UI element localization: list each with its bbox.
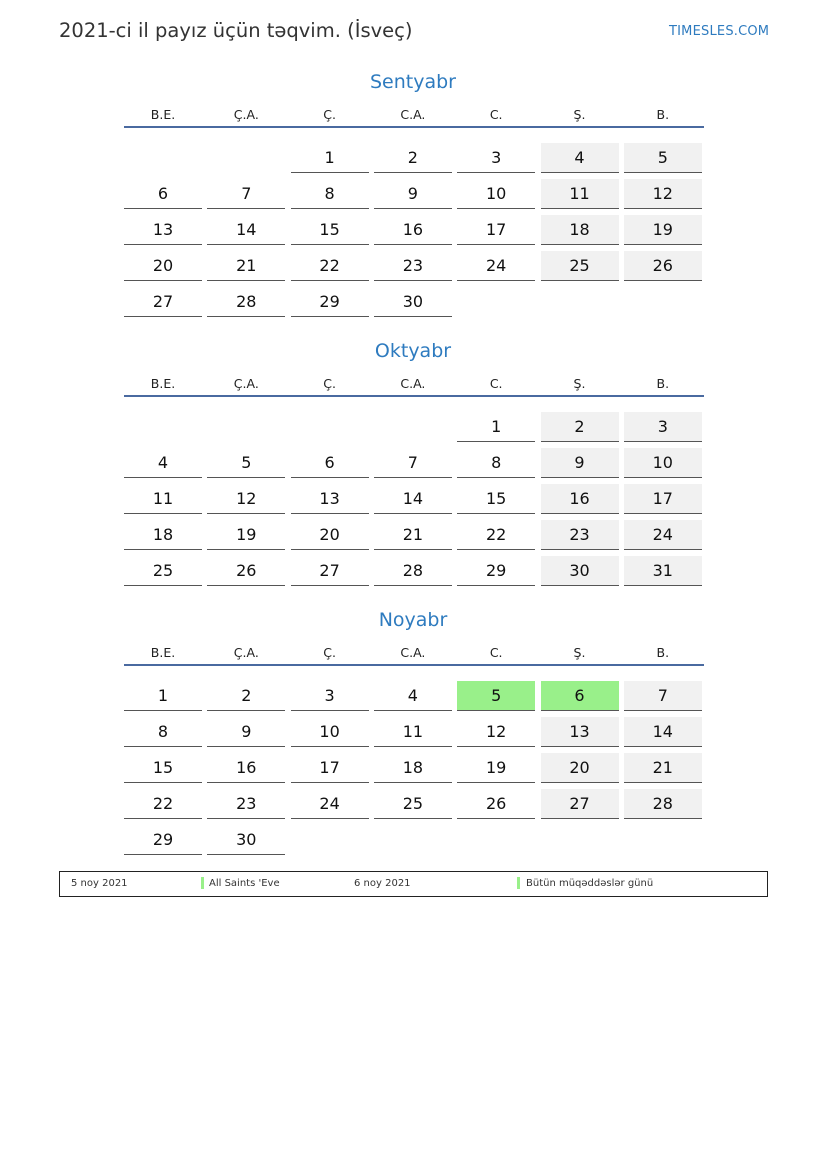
day-cell: 8: [291, 179, 369, 209]
day-cell: 10: [624, 448, 702, 478]
day-cell: 28: [624, 789, 702, 819]
legend-name-2: Bütün müqəddəslər günü: [526, 878, 654, 889]
day-cell: 10: [291, 717, 369, 747]
weekday-label: C.A.: [400, 645, 426, 660]
day-cell: 18: [374, 753, 452, 783]
day-cell: 8: [457, 448, 535, 478]
day-cell: 27: [291, 556, 369, 586]
day-cell: 30: [207, 825, 285, 855]
day-cell: 7: [207, 179, 285, 209]
weekday-label: Ç.: [323, 107, 336, 122]
legend-color-marker-2: [517, 877, 520, 889]
day-cell: 11: [124, 484, 202, 514]
day-cell: 20: [541, 753, 619, 783]
day-cell: 4: [374, 681, 452, 711]
day-cell: 4: [541, 143, 619, 173]
day-cell: 19: [207, 520, 285, 550]
day-cell: 1: [291, 143, 369, 173]
day-cell: 27: [124, 287, 202, 317]
day-cell: 10: [457, 179, 535, 209]
day-cell: 24: [624, 520, 702, 550]
weekday-label: B.E.: [150, 645, 176, 660]
day-cell: 7: [374, 448, 452, 478]
weekday-label: C.: [489, 107, 503, 122]
day-cell: 29: [457, 556, 535, 586]
day-cell: 21: [624, 753, 702, 783]
day-cell: 17: [291, 753, 369, 783]
weekday-label: Ç.A.: [233, 645, 259, 660]
header-divider: [124, 395, 704, 397]
day-cell: 15: [124, 753, 202, 783]
day-cell: 25: [124, 556, 202, 586]
weekday-label: C.: [489, 376, 503, 391]
month-title: Sentyabr: [369, 71, 456, 93]
day-cell: 13: [124, 215, 202, 245]
day-cell: 22: [457, 520, 535, 550]
day-cell: 12: [207, 484, 285, 514]
day-cell: 28: [207, 287, 285, 317]
day-cell: 13: [291, 484, 369, 514]
weekday-label: C.A.: [400, 376, 426, 391]
day-cell: 24: [291, 789, 369, 819]
day-cell: 21: [207, 251, 285, 281]
day-cell: 29: [124, 825, 202, 855]
day-cell: 29: [291, 287, 369, 317]
day-cell: 2: [541, 412, 619, 442]
day-cell: 3: [457, 143, 535, 173]
weekday-label: B.E.: [150, 107, 176, 122]
page-title: 2021-ci il payız üçün təqvim. (İsveç): [59, 19, 413, 42]
day-cell: 4: [124, 448, 202, 478]
legend-name-1: All Saints 'Eve: [209, 878, 280, 889]
weekday-label: Ç.: [323, 645, 336, 660]
day-cell: 12: [624, 179, 702, 209]
day-cell: 26: [457, 789, 535, 819]
day-cell: 6: [124, 179, 202, 209]
day-cell: 31: [624, 556, 702, 586]
weekday-header-row: [122, 107, 704, 127]
day-cell: 14: [207, 215, 285, 245]
day-cell: 22: [291, 251, 369, 281]
day-cell: 19: [457, 753, 535, 783]
day-cell: 14: [374, 484, 452, 514]
day-cell: 26: [207, 556, 285, 586]
weekday-label: Ş.: [573, 107, 586, 122]
day-cell: 27: [541, 789, 619, 819]
day-cell: 13: [541, 717, 619, 747]
legend-date-2: 6 noy 2021: [354, 878, 411, 889]
day-cell: 22: [124, 789, 202, 819]
day-cell: 9: [541, 448, 619, 478]
day-cell: 11: [374, 717, 452, 747]
day-cell: 19: [624, 215, 702, 245]
weekday-label: Ç.: [323, 376, 336, 391]
day-cell: 3: [291, 681, 369, 711]
day-cell: 28: [374, 556, 452, 586]
day-cell: 24: [457, 251, 535, 281]
day-cell: 15: [457, 484, 535, 514]
site-link[interactable]: TIMESLES.COM: [669, 24, 770, 39]
month-title: Oktyabr: [374, 340, 452, 362]
weekday-label: C.A.: [400, 107, 426, 122]
day-cell: 11: [541, 179, 619, 209]
day-cell: 1: [457, 412, 535, 442]
day-cell: 17: [624, 484, 702, 514]
weekday-label: B.: [656, 376, 670, 391]
day-cell: 30: [374, 287, 452, 317]
day-cell: 2: [207, 681, 285, 711]
weekday-label: Ş.: [573, 645, 586, 660]
day-cell: 26: [624, 251, 702, 281]
legend-color-marker-1: [201, 877, 204, 889]
holiday-legend: [59, 871, 768, 897]
day-cell: 12: [457, 717, 535, 747]
day-cell: 5: [624, 143, 702, 173]
day-cell: 23: [207, 789, 285, 819]
day-cell: 9: [207, 717, 285, 747]
day-cell: 8: [124, 717, 202, 747]
weekday-label: Ç.A.: [233, 107, 259, 122]
weekday-label: Ç.A.: [233, 376, 259, 391]
day-cell: 30: [541, 556, 619, 586]
day-cell: 23: [541, 520, 619, 550]
header-divider: [124, 126, 704, 128]
day-cell: 25: [541, 251, 619, 281]
day-cell: 1: [124, 681, 202, 711]
day-cell: 9: [374, 179, 452, 209]
day-cell: 16: [207, 753, 285, 783]
day-cell: 25: [374, 789, 452, 819]
day-cell: 17: [457, 215, 535, 245]
day-cell: 5: [457, 681, 535, 711]
month-title: Noyabr: [378, 609, 448, 631]
day-cell: 18: [541, 215, 619, 245]
weekday-header-row: [122, 645, 704, 665]
weekday-label: C.: [489, 645, 503, 660]
day-cell: 3: [624, 412, 702, 442]
day-cell: 16: [541, 484, 619, 514]
header-divider: [124, 664, 704, 666]
weekday-label: Ş.: [573, 376, 586, 391]
day-cell: 6: [291, 448, 369, 478]
day-cell: 2: [374, 143, 452, 173]
day-cell: 23: [374, 251, 452, 281]
legend-date-1: 5 noy 2021: [71, 878, 128, 889]
weekday-label: B.E.: [150, 376, 176, 391]
day-cell: 21: [374, 520, 452, 550]
weekday-label: B.: [656, 645, 670, 660]
weekday-label: B.: [656, 107, 670, 122]
day-cell: 20: [291, 520, 369, 550]
day-cell: 14: [624, 717, 702, 747]
day-cell: 16: [374, 215, 452, 245]
day-cell: 7: [624, 681, 702, 711]
weekday-header-row: [122, 376, 704, 396]
day-cell: 18: [124, 520, 202, 550]
day-cell: 15: [291, 215, 369, 245]
day-cell: 6: [541, 681, 619, 711]
day-cell: 5: [207, 448, 285, 478]
day-cell: 20: [124, 251, 202, 281]
